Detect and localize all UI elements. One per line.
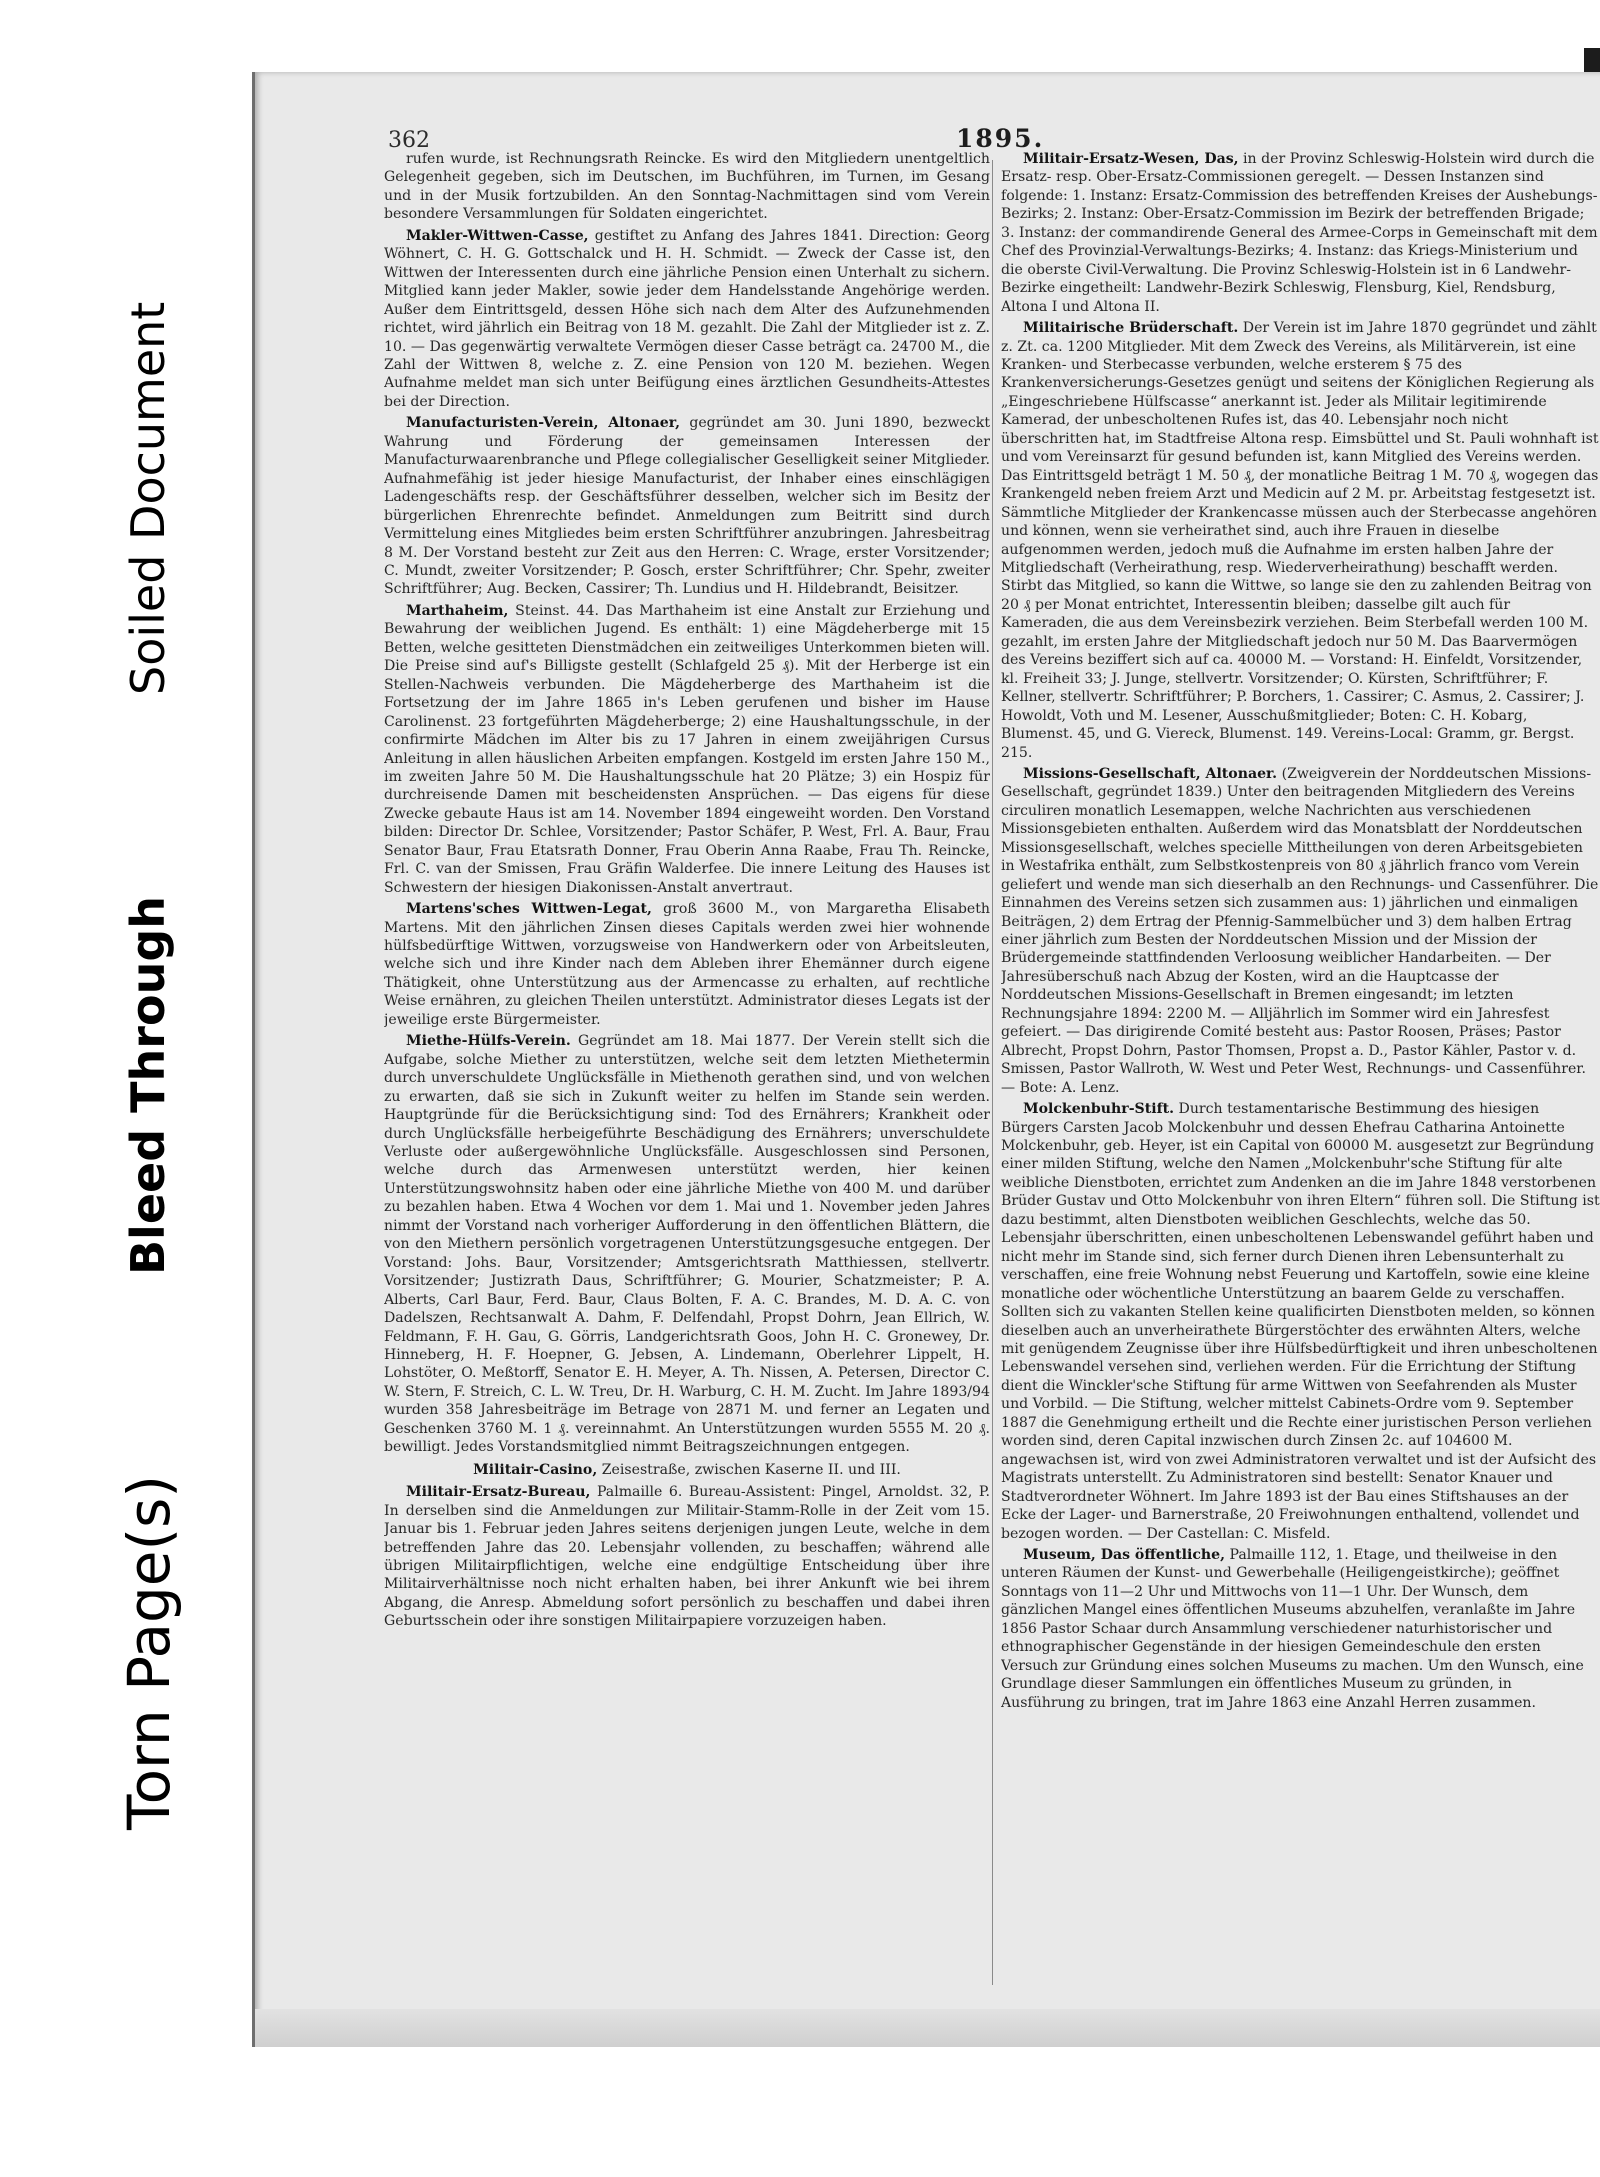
directory-entry	[384, 602, 990, 897]
directory-entry	[384, 1483, 990, 1631]
left-column	[384, 150, 990, 1980]
entry-title: Makler-Wittwen-Casse,	[406, 227, 589, 244]
entry-title: Militairische Brüderschaft.	[1023, 320, 1239, 337]
entry-title: Militair-Ersatz-Wesen, Das,	[1023, 151, 1239, 167]
entry-text: Der Verein ist im Jahre 1870 gegründet und zählt z. Zt. ca. 1200 Mitglieder. Mit dem Zweck des Vereins, als Militärverein, ist eine Kranken- und Sterbecasse verbunden, welche ersterem § 75 des Krankenversicherungs-Gesetzes genügt und seitens der Königlichen Regierung als „Eingeschriebene Hülfscasse“ anerkannt ist. Jeder als Militair legitimirende Kamerad, der unbescholtenen Rufes ist, das 40. Lebensjahr noch nicht überschritten hat, im Stadtfreise Altona resp. Eimsbüttel und St. Pauli wohnhaft ist und vom Vereinsarzt für gesund befunden ist, kann Mitglied des Vereins werden. Das Eintrittsgeld beträgt 1 M. 50 ₰, der monatliche Beitrag 1 M. 70 ₰, wogegen das Krankengeld neben freiem Arzt und Medicin auf 2 M. pr. Arbeitstag festgesetzt ist. Sämmtliche Mitglieder der Krankencasse müssen auch der Sterbecasse angehören und können, wenn sie verheirathet sind, auch ihre Frauen in dieselbe aufgenommen werden, jedoch muß die Aufnahme im ersten halben Jahre der Mitgliedschaft (Verheirathung, resp. Wiederverheirathung) beschafft werden. Stirbt das Mitglied, so kann die Wittwe, so lange sie den zu zahlenden Beitrag von 20 ₰ per Monat entrichtet, Interessentin bleiben; dasselbe gilt auch für Kameraden, die aus dem Vereinsbezirk verziehen. Beim Sterbefall werden 100 M. gezahlt, im ersten Jahre der Mitgliedschaft jedoch nur 50 M. Das Baarvermögen des Vereins beziffert sich auf ca. 40000 M. — Vorstand: H. Einfeldt, Vorsitzender, kl. Freiheit 33; J. Junge, stellvertr. Vorsitzender; O. Kürsten, Schriftführer; F. Kellner, stellvertr. Schriftführer; P. Borchers, 1. Cassirer; C. Asmus, 2. Cassirer; J. Howoldt, Voth und M. Lesener, Ausschußmitglieder; Boten: C. H. Kobarg, Blumenst. 45, und G. Viereck, Blumenst. 149. Vereins-Local: Gramm, gr. Bergst. 215.	[1001, 320, 1599, 761]
directory-entry	[1001, 1546, 1600, 1712]
entry-text: groß 3600 M., von Margaretha Elisabeth Martens. Mit den jährlichen Zinsen dieses Capitals werden zwei hier wohnende hülfsbedürftige Wittwen, vorzugsweise von Handwerkern oder von Arbeitsleuten, welche sich und ihre Kinder nach dem Ableben ihrer Ehemänner durch eigene Thätigkeit, ohne Unterstützung aus der Armencasse zu erhalten, auf rechtliche Weise ernähren, zu gleichen Theilen unterstützt. Administrator dieses Legats ist der jeweilige erste Bürgermeister.	[384, 901, 990, 1028]
entry-text: Palmaille 6. Bureau-Assistent: Pingel, Arnoldst. 32, P. In derselben sind die Anmeldungen zur Militair-Stamm-Rolle in der Zeit vom 15. Januar bis 1. Februar jeden Jahres seitens derjenigen jungen Leute, welche in dem betreffenden Jahre das 20. Lebensjahr vollenden, zu beschaffen; während alle übrigen Militairpflichtigen, welche eine endgültige Entscheidung über ihre Militairverhältnisse noch nicht erhalten haben, bei ihrer Ankunft wie bei ihrem Abgang, die Anresp. Abmeldung sofort persönlich zu beschaffen und dabei ihren Geburtsschein oder ihre sonstigen Militairpapiere vorzuzeigen haben.	[384, 1484, 990, 1630]
column-divider	[992, 160, 993, 1985]
directory-entry	[1001, 1100, 1600, 1543]
directory-entry	[384, 1461, 990, 1479]
running-head-year: 1895.	[956, 124, 1045, 153]
torn-pages-stamp: Torn Page(s)	[115, 1475, 183, 1830]
directory-entry	[1001, 150, 1600, 316]
entry-title: Manufacturisten-Verein, Altonaer,	[406, 415, 681, 432]
soiled-document-stamp: Soiled Document	[121, 301, 175, 695]
entry-title: Museum, Das öffentliche,	[1023, 1546, 1226, 1563]
directory-entry	[384, 900, 990, 1029]
entry-text: Palmaille 112, 1. Etage, und theilweise in den unteren Räumen der Kunst- und Gewerbehalle (Heiligengeistkirche); geöffnet Sonntags von 11—2 Uhr und Mittwochs von 11—1 Uhr. Der Wunsch, dem gänzlichen Mangel eines öffentlichen Museums abzuhelfen, veranlaßte im Jahre 1856 Pastor Schaar durch Ansammlung verschiedener naturhistorischer und ethnographischer Gegenstände in der hiesigen Gemeindeschule den ersten Versuch zur Gründung eines solchen Museums zu machen. Um den Wunsch, eine Grundlage dieser Sammlungen ein öffentliches Museum zu gründen, in Ausführung zu bringen, trat im Jahre 1863 eine Anzahl Herren zusammen.	[1001, 1546, 1584, 1711]
bleed-through-stamp: Bleed Through	[121, 895, 175, 1275]
directory-entry	[384, 1032, 990, 1456]
entry-text: Durch testamentarische Bestimmung des hiesigen Bürgers Carsten Jacob Molckenbuhr und dessen Ehefrau Catharina Antoinette Molckenbuhr, geb. Heyer, ist ein Capital von 60000 M. ausgesetzt zur Begründung einer milden Stiftung, welche den Namen „Molckenbuhr'sche Stiftung für alte weibliche Dienstboten, errichtet zum Andenken an die im Jahre 1848 verstorbenen Brüder Gustav und Otto Molckenbuhr von ihren Eltern“ führen soll. Die Stiftung ist dazu bestimmt, alten Dienstboten weiblichen Geschlechts, welche das 50. Lebensjahr überschritten, einen unbescholtenen Lebenswandel geführt haben und nicht mehr im Stande sind, sich ferner durch Dienen ihren Lebensunterhalt zu verschaffen, eine freie Wohnung nebst Feuerung und Kartoffeln, sowie eine kleine monatliche oder wöchentliche Unterstützung an baarem Gelde zu verschaffen. Sollten sich zu vakanten Stellen keine qualificirten Dienstboten melden, so können dieselben auch an unverheirathete Bürgerstöchter des erwähnten Alters, welche mit genügendem Zeugnisse über ihre Hülfsbedürftigkeit und ihren unbescholtenen Lebenswandel versehen sind, verliehen werden. Für die Errichtung der Stiftung dient die Winckler'sche Stiftung für arme Wittwen von Seefahrenden als Muster und Vorbild. — Die Stiftung, welcher mittelst Cabinets-Ordre vom 9. September 1887 die Genehmigung ertheilt und die Rechte einer juristischen Person verliehen worden sind, deren Capital inzwischen durch Zinsen 2c. auf 104600 M. angewachsen ist, wird von zwei Administratoren verwaltet und ist der Aufsicht des Magistrats unterstellt. Zu Administratoren sind bestellt: Senator Knauer und Stadtverordneter Wöhnert. Im Jahre 1893 ist der Bau eines Stiftshauses an der Ecke der Lager- und Barnerstraße, 20 Freiwohnungen enthaltend, vollendet und bezogen worden. — Der Castellan: C. Misfeld.	[1001, 1101, 1600, 1542]
entry-text: gestiftet zu Anfang des Jahres 1841. Direction: Georg Wöhnert, C. H. G. Gottschalck und H. H. Schmidt. — Zweck der Casse ist, den Wittwen der Interessenten durch eine jährliche Pension einen Unterhalt zu sichern. Mitglied kann jeder Makler, sowie jeder dem Handelsstande Angehörige werden. Außer dem Eintrittsgeld, dessen Höhe sich nach dem Alter des Aufzunehmenden richtet, wird jährlich ein Beitrag von 18 M. gezahlt. Die Zahl der Mitglieder ist z. Z. 10. — Das gegenwärtig verwaltete Vermögen dieser Casse beträgt ca. 24700 M., die Zahl der Wittwen 8, welche z. Z. eine Pension von 120 M. beziehen. Wegen Aufnahme meldet man sich unter Beifügung eines ärztlichen Gesundheits-Attestes bei der Direction.	[384, 227, 990, 410]
entry-title: Martens'sches Wittwen-Legat,	[406, 901, 652, 918]
entry-title: Militair-Casino,	[473, 1461, 598, 1478]
right-column	[1001, 150, 1600, 1980]
entry-title: Missions-Gesellschaft, Altonaer.	[1023, 765, 1278, 782]
entry-text: in der Provinz Schleswig-Holstein wird durch die Ersatz- resp. Ober-Ersatz-Commissionen geregelt. — Dessen Instanzen sind folgende: 1. Instanz: Ersatz-Commission des betreffenden Kreises der Aushebungs-Bezirks; 2. Instanz: Ober-Ersatz-Commission im Bezirk der betreffenden Brigade; 3. Instanz: der commandirende General des Armee-Corps in Gemeinschaft mit dem Chef des Provinzial-Verwaltungs-Bezirks; 4. Instanz: das Kriegs-Ministerium und die oberste Civil-Verwaltung. Die Provinz Schleswig-Holstein ist in 6 Landwehr-Bezirke eingetheilt: Landwehr-Bezirk Schleswig, Flensburg, Kiel, Rendsburg, Altona I und Altona II.	[1001, 151, 1598, 315]
directory-entry	[384, 414, 990, 599]
entry-text: Zeisestraße, zwischen Kaserne II. und III.	[601, 1461, 901, 1478]
entry-text: rufen wurde, ist Rechnungsrath Reincke. Es wird den Mitgliedern unentgeltlich Gelegenheit gegeben, sich im Deutschen, im Buchführen, im Turnen, im Gesang und in der Musik fortzubilden. An den Sonntag-Nachmittagen sind vom Verein besondere Versammlungen für Soldaten eingerichtet.	[384, 151, 990, 223]
directory-entry	[1001, 765, 1600, 1097]
entry-text: gegründet am 30. Juni 1890, bezweckt Wahrung und Förderung der gemeinsamen Interessen der Manufacturwaarenbranche und Pflege collegialischer Geselligkeit seiner Mitglieder. Aufnahmefähig ist jeder hiesige Manufacturist, der Inhaber eines einschlägigen Ladengeschäfts resp. der Geschäftsführer desselben, welcher sich im Besitz der bürgerlichen Ehrenrechte befindet. Anmeldungen zum Beitritt sind durch Vermittelung eines Mitgliedes beim ersten Schriftführer anzubringen. Jahresbeitrag 8 M. Der Vorstand besteht zur Zeit aus den Herren: C. Wrage, erster Vorsitzender; C. Mundt, zweiter Vorsitzender; P. Gosch, erster Schriftführer; Chr. Spehr, zweiter Schriftführer; Aug. Becken, Cassirer; Th. Lundius und H. Hildebrandt, Beisitzer.	[384, 415, 990, 598]
entry-text: (Zweigverein der Norddeutschen Missions-Gesellschaft, gegründet 1839.) Unter den beitragenden Mitgliedern des Vereins circuliren monatlich Lesemappen, welche Nachrichten aus verschiedenen Missionsgebieten enthalten. Außerdem wird das Monatsblatt der Norddeutschen Missionsgesellschaft, welches specielle Mittheilungen von deren Arbeitsgebieten in Westafrika enthält, zum Selbstkostenpreis von 80 ₰ jährlich franco vom Verein geliefert und wende man sich dieserhalb an den Rechnungs- und Cassenführer. Die Einnahmen des Vereins setzen sich zusammen aus: 1) jährlichen und einmaligen Beiträgen, 2) dem Ertrag der Pfennig-Sammelbücher und 3) dem halben Ertrag einer jährlich zum Besten der Norddeutschen Mission und der Mission der Brüdergemeinde stattfindenden Verloosung weiblicher Handarbeiten. — Der Jahresüberschuß nach Abzug der Kosten, wird an die Hauptcasse der Norddeutschen Missions-Gesellschaft in Bremen eingesandt; im letzten Rechnungsjahre 1894: 2200 M. — Alljährlich im Sommer wird ein Jahresfest gefeiert. — Das dirigirende Comité besteht aus: Pastor Roosen, Präses; Pastor Albrecht, Propst Dohrn, Pastor Thomsen, Propst a. D., Pastor Kähler, Pastor v. d. Smissen, Pastor Wallroth, W. West und Peter West, Rechnungs- und Cassenführer. — Bote: A. Lenz.	[1001, 765, 1599, 1096]
directory-entry	[1001, 319, 1600, 762]
entry-title: Molckenbuhr-Stift.	[1023, 1101, 1175, 1118]
directory-entry	[384, 227, 990, 412]
entry-title: Miethe-Hülfs-Verein.	[406, 1033, 571, 1050]
directory-entry	[384, 150, 990, 224]
entry-title: Militair-Ersatz-Bureau,	[406, 1484, 591, 1501]
page-number: 362	[388, 128, 430, 153]
entry-title: Marthaheim,	[406, 602, 509, 619]
entry-text: Gegründet am 18. Mai 1877. Der Verein stellt sich die Aufgabe, solche Miether zu unterstützen, welche seit dem letzten Miethetermin durch unverschuldete Unglücksfälle in Miethenoth gerathen sind, und von welchen zu erwarten, daß sie sich in Zukunft weiter zu helfen im Stande sein werden. Hauptgründe für die Berücksichtigung sind: Tod des Ernährers; Krankheit oder durch Unglücksfälle herbeigeführte Beschädigung des Ernährers; unverschuldete Verluste oder außergewöhnliche Unglücksfälle. Ausgeschlossen sind Personen, welche durch das Armenwesen unterstützt werden, hier keinen Unterstützungswohnsitz haben oder eine jährliche Miethe von 400 M. und darüber zu bezahlen haben. Etwa 4 Wochen vor dem 1. Mai und 1. November jeden Jahres nimmt der Vorstand nach vorheriger Aufforderung in den öffentlichen Blättern, die von den Miethern persönlich vorgetragenen Unterstützungsgesuche entgegen. Der Vorstand: Johs. Baur, Vorsitzender; Amtsgerichtsrath Matthiessen, stellvertr. Vorsitzender; Justizrath Daus, Schriftführer; G. Mourier, Schatzmeister; P. A. Alberts, Carl Baur, Ferd. Baur, Claus Bolten, F. A. C. Brandes, M. D. A. C. von Dadelszen, Rechtsanwalt A. Dahm, F. Delfendahl, Propst Dohrn, Jean Ellrich, W. Feldmann, F. H. Gau, G. Görris, Landgerichtsrath Goos, John H. C. Gronewey, Dr. Hinneberg, H. F. Hoepner, G. Jebsen, A. Lindemann, Oberlehrer Lippelt, H. Lohstöter, O. Meßtorff, Senator E. H. Meyer, A. Th. Nissen, A. Petersen, Director C. W. Stern, F. Streich, C. L. W. Treu, Dr. H. Warburg, C. H. M. Zucht. Im Jahre 1893/94 wurden 358 Jahresbeiträge im Betrage von 2871 M. und ferner an Legaten und Geschenken 3760 M. 1 ₰. vereinnahmt. An Unterstützungen wurden 5555 M. 20 ₰. bewilligt. Jedes Vorstandsmitglied nimmt Beitragszeichnungen entgegen.	[384, 1033, 990, 1456]
entry-text: Steinst. 44. Das Marthaheim ist eine Anstalt zur Erziehung und Bewahrung der weiblichen Jugend. Es enthält: 1) eine Mägdeherberge mit 15 Betten, welche gesitteten Dienstmädchen ein zeitweiliges Unterkommen bieten will. Die Preise sind auf's Billigste gestellt (Schlafgeld 25 ₰). Mit der Herberge ist ein Stellen-Nachweis verbunden. Die Mägdeherberge des Marthaheim ist die Fortsetzung der im Jahre 1865 in's Leben gerufenen und bisher im Hause Carolinenst. 23 fortgeführten Mägdeherberge; 2) eine Haushaltungsschule, in der confirmirte Mädchen im Alter bis zu 17 Jahren in einem zweijährigen Cursus Anleitung in allen häuslichen Arbeiten empfangen. Kostgeld im ersten Jahre 150 M., im zweiten Jahre 50 M. Die Haushaltungsschule hat 20 Plätze; 3) ein Hospiz für durchreisende Damen mit bescheidensten Ansprüchen. — Das eigens für diese Zwecke gebaute Haus ist am 14. November 1894 eingeweiht worden. Den Vorstand bilden: Director Dr. Schlee, Vorsitzender; Pastor Schäfer, P. West, Frl. A. Baur, Frau Senator Baur, Frau Etatsrath Donner, Frau Oberin Anna Raabe, Frau Th. Reincke, Frl. C. van der Smissen, Frau Gräfin Walderfee. Die innere Leitung des Hauses ist Schwestern der hiesigen Diakonissen-Anstalt anvertraut.	[384, 602, 990, 896]
